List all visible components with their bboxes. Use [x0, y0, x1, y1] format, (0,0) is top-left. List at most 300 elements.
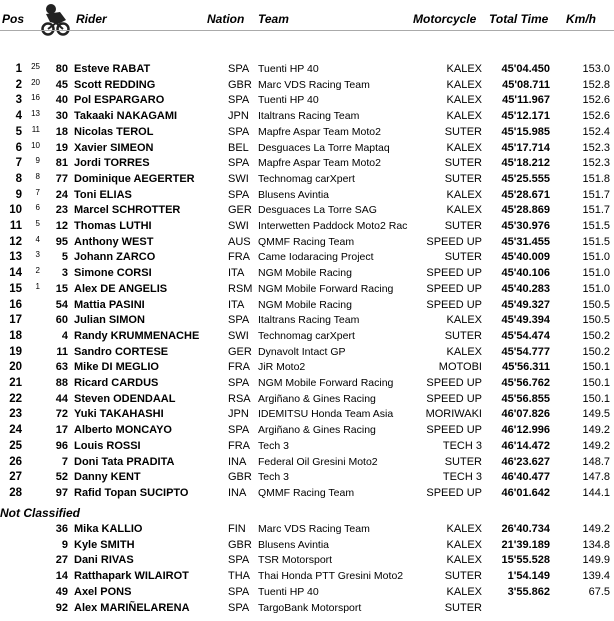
motorcycle-cell: MORIWAKI: [425, 408, 482, 421]
rider-cell: Xavier SIMEON: [74, 141, 154, 154]
table-row: [0, 521, 614, 537]
table-row: [0, 140, 614, 156]
team-cell: Dynavolt Intact GP: [258, 345, 346, 358]
pos-cell: 12: [9, 235, 22, 248]
nation-cell: SPA: [228, 377, 250, 389]
time-cell: 45'28.869: [501, 204, 550, 217]
team-cell: NGM Mobile Racing: [258, 267, 352, 280]
rider-cell: Mike DI MEGLIO: [74, 361, 159, 374]
speed-cell: 150.5: [582, 314, 610, 327]
nation-cell: INA: [228, 486, 247, 499]
pos-cell: 28: [9, 486, 22, 499]
time-cell: 45'31.455: [501, 235, 550, 248]
pos-cell: 18: [9, 329, 22, 342]
rider-cell: Alberto MONCAYO: [74, 424, 172, 437]
speed-cell: 149.2: [582, 424, 610, 437]
team-cell: Blusens Avintia: [258, 188, 330, 201]
rider-cell: Marcel SCHROTTER: [74, 204, 181, 217]
table-row: [0, 108, 614, 124]
motorcycle-cell: SPEED UP: [426, 486, 482, 499]
team-cell: Desguaces La Torre Maptaq: [258, 141, 390, 154]
table-row: [0, 375, 614, 391]
table-row: [0, 454, 614, 470]
speed-cell: 149.5: [582, 408, 610, 421]
rider-cell: Takaaki NAKAGAMI: [74, 110, 178, 123]
time-cell: 45'40.009: [501, 251, 550, 264]
motorcycle-cell: SUTER: [444, 601, 482, 614]
speed-cell: 151.5: [582, 235, 610, 248]
speed-cell: 153.0: [582, 63, 610, 75]
rider-cell: Scott REDDING: [74, 78, 156, 91]
time-cell: 46'23.627: [501, 455, 550, 468]
number-cell: 27: [55, 554, 68, 567]
number-cell: 18: [55, 125, 68, 138]
time-cell: 45'49.327: [501, 298, 550, 311]
rider-cell: Randy KRUMMENACHE: [74, 329, 200, 342]
time-cell: 45'28.671: [501, 188, 550, 201]
not-classified-label: Not Classified: [0, 506, 81, 520]
motorcycle-cell: TECH 3: [442, 439, 482, 452]
points-cell: 6: [35, 203, 40, 213]
table-row: [0, 568, 614, 584]
speed-cell: 151.7: [582, 188, 610, 201]
number-cell: 80: [55, 63, 68, 75]
table-row: [0, 281, 614, 297]
pos-cell: 26: [9, 455, 22, 468]
speed-cell: 147.8: [582, 471, 610, 484]
team-cell: Technomag carXpert: [258, 329, 355, 342]
table-row: [0, 584, 614, 600]
pos-cell: 17: [9, 314, 22, 327]
time-cell: 46'01.642: [501, 486, 550, 499]
number-cell: 49: [55, 585, 68, 598]
rider-cell: Kyle SMITH: [74, 538, 135, 551]
pos-cell: 15: [9, 282, 22, 295]
header-pos: Pos: [2, 12, 25, 26]
time-cell: 45'54.777: [501, 345, 550, 358]
number-cell: 3: [61, 267, 68, 280]
number-cell: 54: [55, 298, 68, 311]
nation-cell: SWI: [228, 172, 249, 185]
rider-cell: Mika KALLIO: [74, 523, 143, 535]
pos-cell: 11: [9, 220, 22, 232]
time-cell: 45'25.555: [501, 172, 550, 185]
table-row: [0, 406, 614, 422]
motorcycle-cell: SPEED UP: [426, 424, 482, 437]
header-nation: Nation: [207, 12, 245, 26]
time-cell: 45'12.171: [501, 110, 550, 123]
speed-cell: 150.1: [582, 392, 610, 405]
table-row: [0, 155, 614, 171]
motorcycle-cell: KALEX: [446, 585, 482, 598]
header-divider: [0, 30, 614, 31]
time-cell: 45'40.283: [501, 282, 550, 295]
points-cell: 4: [35, 234, 40, 244]
speed-cell: 144.1: [582, 486, 610, 499]
number-cell: 30: [55, 110, 68, 123]
motorcycle-cell: KALEX: [446, 78, 482, 91]
pos-cell: 16: [9, 298, 22, 311]
table-row: [0, 328, 614, 344]
rider-cell: Pol ESPARGARO: [74, 94, 165, 107]
team-cell: JiR Moto2: [258, 361, 306, 374]
speed-cell: 151.7: [582, 204, 610, 217]
motorcycle-cell: SUTER: [444, 172, 482, 185]
pos-cell: 8: [15, 172, 22, 185]
number-cell: 4: [61, 329, 68, 342]
number-cell: 14: [55, 570, 68, 583]
pos-cell: 2: [15, 78, 22, 91]
speed-cell: 151.0: [582, 251, 610, 264]
table-row: [0, 359, 614, 375]
nation-cell: GER: [228, 204, 252, 217]
team-cell: Federal Oil Gresini Moto2: [258, 455, 378, 468]
table-row: [0, 77, 614, 93]
number-cell: 81: [55, 157, 68, 170]
time-cell: 46'07.826: [501, 408, 550, 421]
team-cell: NGM Mobile Forward Racing: [258, 377, 394, 389]
motorcycle-cell: SUTER: [444, 455, 482, 468]
team-cell: Desguaces La Torre SAG: [258, 204, 377, 217]
pos-cell: 14: [9, 267, 22, 280]
number-cell: 72: [55, 408, 68, 421]
team-cell: Argiñano & Gines Racing: [258, 392, 376, 405]
motorcycle-cell: KALEX: [446, 141, 482, 154]
nation-cell: RSM: [228, 282, 253, 295]
time-cell: 46'12.996: [501, 424, 550, 437]
nation-cell: SPA: [228, 554, 250, 567]
rider-cell: Nicolas TEROL: [74, 125, 154, 138]
speed-cell: 149.9: [582, 554, 610, 567]
nation-cell: FRA: [228, 251, 250, 264]
team-cell: TargoBank Motorsport: [258, 601, 362, 614]
rider-cell: Esteve RABAT: [74, 63, 151, 75]
table-row: [0, 124, 614, 140]
rider-cell: Julian SIMON: [74, 314, 145, 327]
pos-cell: 3: [15, 94, 22, 107]
team-cell: Interwetten Paddock Moto2 Rac: [258, 220, 408, 232]
motorcycle-cell: KALEX: [446, 63, 482, 75]
time-cell: 45'11.967: [502, 94, 550, 107]
points-cell: 2: [35, 266, 40, 276]
number-cell: 19: [55, 141, 68, 154]
table-row: [0, 202, 614, 218]
points-cell: 1: [35, 281, 40, 291]
nation-cell: SPA: [228, 601, 250, 614]
team-cell: Tech 3: [258, 471, 289, 484]
team-cell: TSR Motorsport: [258, 554, 333, 567]
number-cell: 36: [55, 523, 68, 535]
table-row: [0, 485, 614, 501]
number-cell: 7: [61, 455, 68, 468]
nation-cell: SPA: [228, 424, 250, 437]
nation-cell: INA: [228, 455, 247, 468]
team-cell: Blusens Avintia: [258, 538, 330, 551]
team-cell: Tuenti HP 40: [258, 585, 319, 598]
team-cell: Mapfre Aspar Team Moto2: [258, 125, 381, 138]
time-cell: 21'39.189: [501, 538, 550, 551]
table-row: [0, 234, 614, 250]
header-rider: Rider: [76, 12, 107, 26]
motorcycle-cell: SPEED UP: [426, 267, 482, 280]
points-cell: 13: [31, 109, 40, 119]
number-cell: 24: [55, 188, 68, 201]
pos-cell: 27: [9, 471, 22, 484]
pos-cell: 6: [15, 141, 22, 154]
nation-cell: GBR: [228, 78, 252, 91]
motorcycle-cell: TECH 3: [442, 471, 482, 484]
table-row: [0, 469, 614, 485]
time-cell: 45'08.711: [502, 78, 550, 91]
nation-cell: ITA: [228, 298, 245, 311]
rider-cell: Dominique AEGERTER: [74, 172, 195, 185]
nation-cell: THA: [228, 570, 250, 583]
table-row: [0, 391, 614, 407]
motorcycle-cell: KALEX: [446, 204, 482, 217]
pos-cell: 24: [9, 424, 22, 437]
number-cell: 96: [55, 439, 68, 452]
number-cell: 17: [55, 424, 68, 437]
motorcycle-cell: SPEED UP: [426, 282, 482, 295]
pos-cell: 10: [9, 204, 22, 217]
speed-cell: 152.3: [582, 141, 610, 154]
nation-cell: BEL: [228, 141, 249, 154]
pos-cell: 23: [9, 408, 22, 421]
table-row: [0, 438, 614, 454]
points-cell: 9: [35, 156, 40, 166]
time-cell: 45'56.855: [501, 392, 550, 405]
table-row: [0, 344, 614, 360]
nation-cell: SPA: [228, 157, 250, 170]
speed-cell: 151.0: [582, 267, 610, 280]
time-cell: 45'30.976: [501, 220, 550, 232]
table-row: [0, 297, 614, 313]
table-row: [0, 600, 614, 616]
motorcycle-cell: KALEX: [446, 523, 482, 535]
rider-cell: Simone CORSI: [74, 267, 152, 280]
time-cell: 45'17.714: [501, 141, 550, 154]
nation-cell: JPN: [228, 408, 249, 421]
points-cell: 10: [31, 140, 40, 150]
rider-cell: Alex DE ANGELIS: [74, 282, 168, 295]
nation-cell: FIN: [228, 523, 246, 535]
table-row: [0, 187, 614, 203]
number-cell: 15: [55, 282, 68, 295]
motorcycle-cell: MOTOBI: [438, 361, 482, 374]
team-cell: Argiñano & Gines Racing: [258, 424, 376, 437]
time-cell: 15'55.528: [501, 554, 550, 567]
team-cell: Technomag carXpert: [258, 172, 355, 185]
pos-cell: 1: [15, 63, 22, 75]
number-cell: 97: [55, 486, 68, 499]
time-cell: 45'56.311: [502, 361, 550, 374]
motorcycle-cell: SUTER: [444, 251, 482, 264]
team-cell: Marc VDS Racing Team: [258, 78, 370, 91]
rider-cell: Steven ODENDAAL: [74, 392, 176, 405]
pos-cell: 19: [9, 345, 22, 358]
team-cell: NGM Mobile Racing: [258, 298, 352, 311]
motorcycle-cell: SPEED UP: [426, 392, 482, 405]
speed-cell: 152.6: [582, 110, 610, 123]
speed-cell: 150.5: [582, 298, 610, 311]
time-cell: 46'40.477: [501, 471, 550, 484]
time-cell: 45'18.212: [501, 157, 550, 170]
team-cell: Italtrans Racing Team: [258, 314, 360, 327]
rider-cell: Toni ELIAS: [74, 188, 132, 201]
nation-cell: SWI: [228, 329, 249, 342]
number-cell: 88: [55, 377, 68, 389]
rider-cell: Axel PONS: [74, 585, 132, 598]
points-cell: 7: [35, 187, 40, 197]
number-cell: 92: [55, 601, 68, 614]
speed-cell: 150.2: [582, 345, 610, 358]
motorcycle-cell: SUTER: [444, 125, 482, 138]
motorcycle-cell: SUTER: [444, 570, 482, 583]
team-cell: Tuenti HP 40: [258, 63, 319, 75]
number-cell: 12: [55, 220, 68, 232]
nation-cell: SWI: [228, 220, 249, 232]
rider-cell: Danny KENT: [74, 471, 141, 484]
speed-cell: 150.1: [582, 361, 610, 374]
team-cell: NGM Mobile Forward Racing: [258, 282, 394, 295]
nation-cell: SPA: [228, 63, 250, 75]
number-cell: 45: [55, 78, 68, 91]
speed-cell: 152.3: [582, 157, 610, 170]
team-cell: QMMF Racing Team: [258, 486, 355, 499]
pos-cell: 21: [9, 377, 22, 389]
number-cell: 63: [55, 361, 68, 374]
number-cell: 11: [56, 345, 68, 358]
time-cell: 45'04.450: [501, 63, 550, 75]
time-cell: 45'40.106: [501, 267, 550, 280]
header-motorcycle: Motorcycle: [413, 12, 477, 26]
motorcycle-cell: SPEED UP: [426, 298, 482, 311]
nation-cell: GER: [228, 345, 252, 358]
nation-cell: RSA: [228, 392, 251, 405]
points-cell: 5: [35, 219, 40, 228]
table-row: [0, 537, 614, 553]
nation-cell: SPA: [228, 314, 250, 327]
pos-cell: 9: [15, 188, 22, 201]
speed-cell: 152.6: [582, 94, 610, 107]
nation-cell: ITA: [228, 267, 245, 280]
table-row: [0, 61, 614, 77]
rider-cell: Yuki TAKAHASHI: [74, 408, 164, 421]
rider-cell: Jordi TORRES: [74, 157, 150, 170]
nation-cell: FRA: [228, 439, 250, 452]
nation-cell: AUS: [228, 235, 251, 248]
speed-cell: 149.2: [582, 439, 610, 452]
time-cell: 46'14.472: [501, 439, 550, 452]
team-cell: Marc VDS Racing Team: [258, 523, 370, 535]
number-cell: 40: [55, 94, 68, 107]
time-cell: 1'54.149: [507, 570, 550, 583]
pos-cell: 22: [9, 392, 22, 405]
team-cell: IDEMITSU Honda Team Asia: [258, 408, 394, 421]
header-team: Team: [258, 12, 289, 26]
table-row: [0, 422, 614, 438]
motorcycle-cell: SUTER: [444, 157, 482, 170]
number-cell: 52: [55, 471, 68, 484]
points-cell: 16: [31, 93, 40, 103]
speed-cell: 151.8: [582, 172, 610, 185]
motorcycle-cell: SPEED UP: [426, 377, 482, 389]
header-total-time: Total Time: [489, 12, 549, 26]
points-cell: 25: [31, 62, 40, 71]
motorcycle-cell: KALEX: [446, 314, 482, 327]
team-cell: Tuenti HP 40: [258, 94, 319, 107]
rider-cell: Doni Tata PRADITA: [74, 455, 175, 468]
header-kmh: Km/h: [566, 12, 596, 26]
speed-cell: 134.8: [582, 538, 610, 551]
motorcycle-cell: KALEX: [446, 94, 482, 107]
number-cell: 9: [61, 538, 68, 551]
speed-cell: 152.8: [582, 78, 610, 91]
nation-cell: SPA: [228, 188, 250, 201]
table-row: [0, 92, 614, 108]
pos-cell: 25: [9, 439, 22, 452]
table-row: [0, 249, 614, 265]
motorcycle-cell: SUTER: [444, 220, 482, 232]
time-cell: 45'56.762: [501, 377, 550, 389]
rider-cell: Louis ROSSI: [74, 439, 141, 452]
nation-cell: SPA: [228, 94, 250, 107]
number-cell: 44: [55, 392, 68, 405]
table-row: [0, 312, 614, 328]
speed-cell: 152.4: [582, 125, 610, 138]
nation-cell: SPA: [228, 585, 250, 598]
speed-cell: 150.2: [582, 329, 610, 342]
nation-cell: GBR: [228, 538, 252, 551]
number-cell: 77: [55, 172, 68, 185]
rider-cell: Ricard CARDUS: [74, 377, 159, 389]
nation-cell: GBR: [228, 471, 252, 484]
team-cell: Italtrans Racing Team: [258, 110, 360, 123]
motorcycle-cell: KALEX: [446, 110, 482, 123]
speed-cell: 149.2: [582, 523, 610, 535]
speed-cell: 67.5: [588, 585, 610, 598]
motorcycle-cell: SUTER: [444, 329, 482, 342]
speed-cell: 139.4: [582, 570, 610, 583]
rider-cell: Ratthapark WILAIROT: [74, 570, 189, 583]
number-cell: 23: [55, 204, 68, 217]
time-cell: 3'55.862: [507, 585, 550, 598]
table-row: [0, 265, 614, 281]
pos-cell: 5: [15, 125, 22, 138]
rider-cell: Dani RIVAS: [74, 554, 134, 567]
points-cell: 11: [31, 124, 40, 134]
time-cell: 45'15.985: [501, 125, 550, 138]
pos-cell: 20: [9, 361, 22, 374]
points-cell: 20: [31, 77, 40, 87]
table-row: [0, 218, 614, 234]
team-cell: Tech 3: [258, 439, 289, 452]
nation-cell: FRA: [228, 361, 250, 374]
time-cell: 45'54.474: [501, 329, 550, 342]
rider-cell: Thomas LUTHI: [74, 220, 152, 232]
rider-cell: Anthony WEST: [74, 235, 154, 248]
points-cell: 8: [35, 171, 40, 181]
pos-cell: 7: [15, 157, 22, 170]
motorcycle-cell: KALEX: [446, 554, 482, 567]
rider-cell: Alex MARIÑELARENA: [74, 601, 190, 614]
team-cell: Came Iodaracing Project: [258, 251, 374, 264]
motorcycle-cell: KALEX: [446, 345, 482, 358]
motorcycle-cell: KALEX: [446, 538, 482, 551]
number-cell: 60: [55, 314, 68, 327]
time-cell: 45'49.394: [501, 314, 550, 327]
rider-cell: Rafid Topan SUCIPTO: [74, 486, 189, 499]
